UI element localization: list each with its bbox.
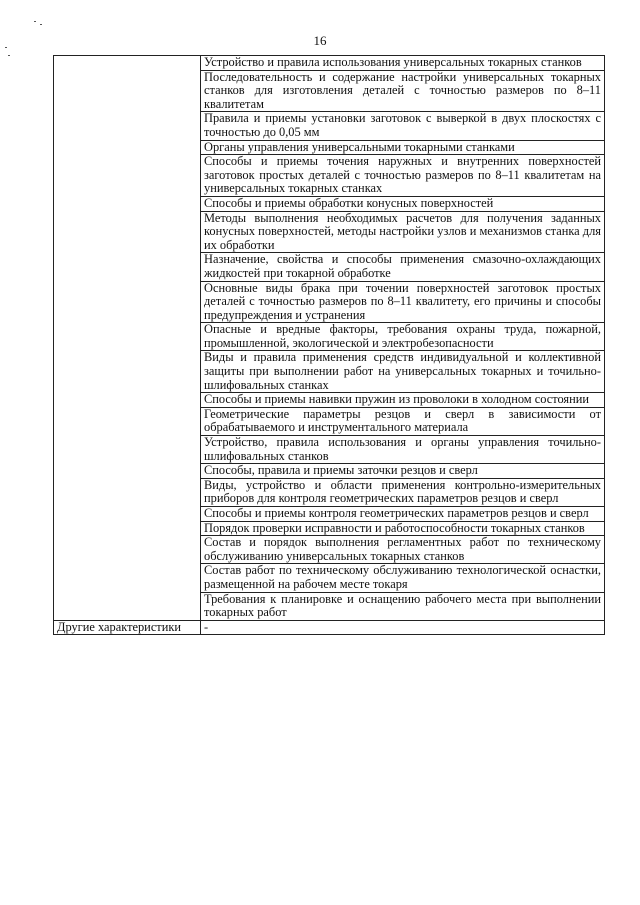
table-cell: Устройство, правила использования и органы управления точильно-шлифовальных станков xyxy=(201,436,605,464)
table-cell: Опасные и вредные факторы, требования охраны труда, пожарной, промышленной, экологической и электробезопасности xyxy=(201,323,605,351)
table-cell: Способы и приемы контроля геометрических параметров резцов и сверл xyxy=(201,507,605,522)
table-cell: Назначение, свойства и способы применения смазочно-охлаждающих жидкостей при токарной обработке xyxy=(201,253,605,281)
table-row xyxy=(54,56,605,71)
label-cell-empty xyxy=(54,56,201,621)
requirements-table xyxy=(53,55,605,635)
table-cell: Состав работ по техническому обслуживанию технологической оснастки, размещенной на рабочем месте токаря xyxy=(201,564,605,592)
table-cell: Способы и приемы навивки пружин из проволоки в холодном состоянии xyxy=(201,393,605,408)
table-cell: Устройство и правила использования универсальных токарных станков xyxy=(201,56,605,71)
table-cell: Органы управления универсальными токарными станками xyxy=(201,140,605,155)
table-cell: Порядок проверки исправности и работоспособности токарных станков xyxy=(201,521,605,536)
table-cell: Основные виды брака при точении поверхностей заготовок простых деталей с точностью размеров по 8–11 квалитету, его причины и способы предупреждения и устранения xyxy=(201,281,605,323)
other-characteristics-label: Другие характеристики xyxy=(54,620,201,635)
scan-mark xyxy=(5,47,7,48)
scan-mark xyxy=(40,24,42,25)
table-row-other xyxy=(54,620,605,635)
scan-mark xyxy=(34,21,36,22)
other-characteristics-value: - xyxy=(201,620,605,635)
table-cell: Способы и приемы точения наружных и внутренних поверхностей заготовок простых деталей с точностью размеров по 8–11 квалитетам на универсальных токарных станках xyxy=(201,155,605,197)
table-cell: Способы, правила и приемы заточки резцов и сверл xyxy=(201,464,605,479)
table-cell: Методы выполнения необходимых расчетов для получения заданных конусных поверхностей, методы настройки узлов и механизмов станка для их обработки xyxy=(201,211,605,253)
table-cell: Виды и правила применения средств индивидуальной и коллективной защиты при выполнении работ на универсальных токарных и точильно-шлифовальных станках xyxy=(201,351,605,393)
table-cell: Способы и приемы обработки конусных поверхностей xyxy=(201,196,605,211)
scan-mark xyxy=(8,55,10,56)
table-cell: Правила и приемы установки заготовок с выверкой в двух плоскостях с точностью до 0,05 мм xyxy=(201,112,605,140)
table-cell: Виды, устройство и области применения контрольно-измерительных приборов для контроля геометрических параметров резцов и сверл xyxy=(201,478,605,506)
table-cell: Последовательность и содержание настройки универсальных токарных станков для изготовления деталей с точностью размеров по 8–11 квалитетам xyxy=(201,70,605,112)
page-number: 16 xyxy=(313,33,327,48)
table-cell: Геометрические параметры резцов и сверл в зависимости от обрабатываемого и инструментального материала xyxy=(201,407,605,435)
table-cell: Требования к планировке и оснащению рабочего места при выполнении токарных работ xyxy=(201,592,605,620)
table-cell: Состав и порядок выполнения регламентных работ по техническому обслуживанию универсальных токарных станков xyxy=(201,536,605,564)
